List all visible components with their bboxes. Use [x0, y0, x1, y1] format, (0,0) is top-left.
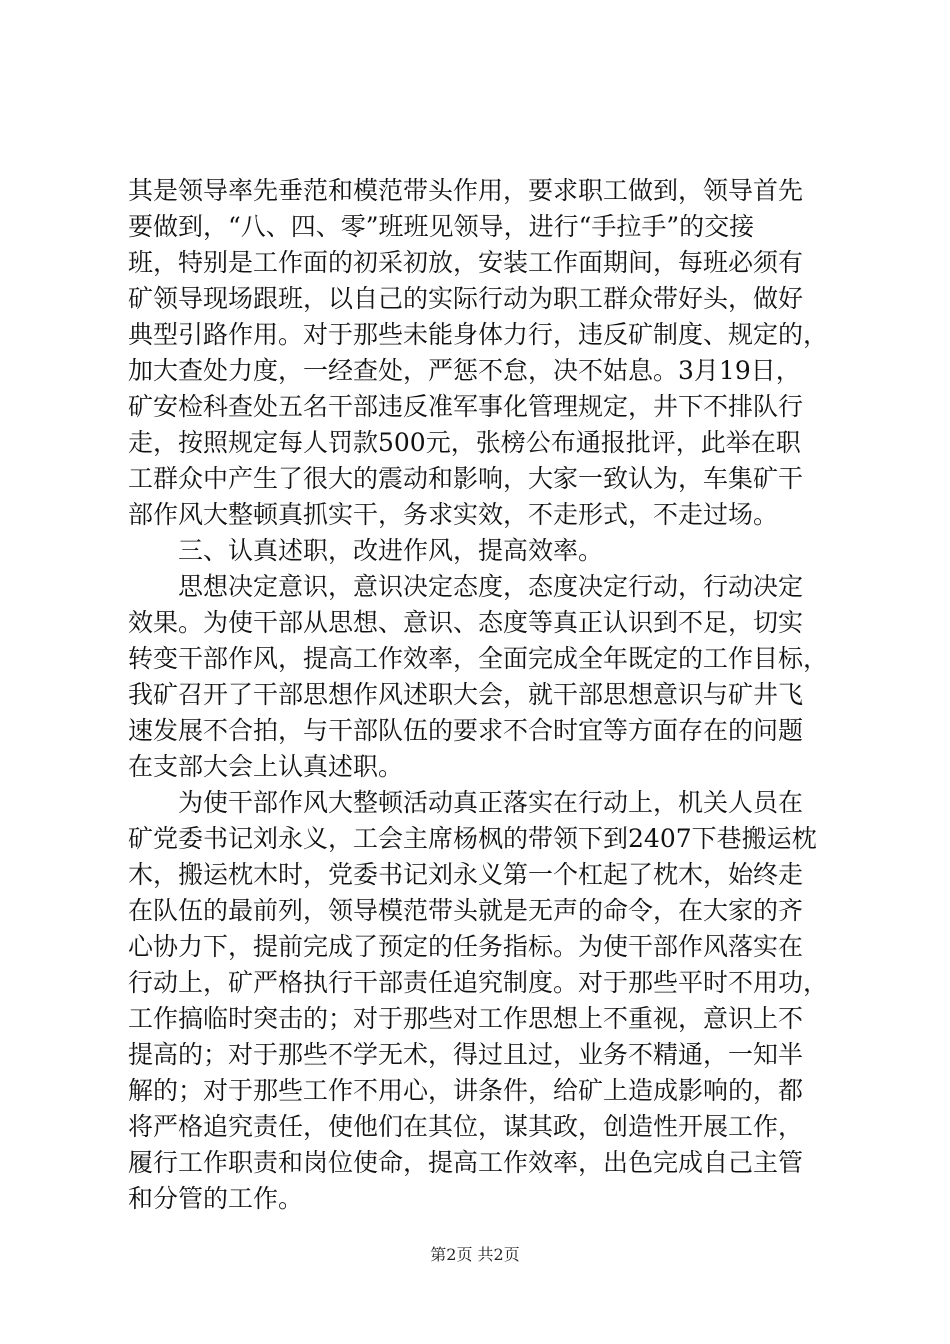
text-line: 典型引路作用。对于那些未能身体力行，违反矿制度、规定的， — [128, 320, 829, 349]
text-line: 加大查处力度，一经查处，严惩不怠，决不姑息。3月19日， — [128, 356, 801, 385]
text-line: 行动上，矿严格执行干部责任追究制度。对于那些平时不用功， — [128, 968, 829, 997]
text-line: 走，按照规定每人罚款500元，张榜公布通报批评，此举在职 — [128, 428, 801, 457]
text-line: 解的；对于那些工作不用心，讲条件，给矿上造成影响的，都 — [128, 1076, 804, 1105]
text-line: 矿安检科查处五名干部违反准军事化管理规定，井下不排队行 — [128, 392, 804, 421]
text-line: 效果。为使干部从思想、意识、态度等真正认识到不足，切实 — [128, 608, 804, 637]
text-line: 木，搬运枕木时，党委书记刘永义第一个杠起了枕木，始终走 — [128, 860, 804, 889]
text-line: 矿领导现场跟班，以自己的实际行动为职工群众带好头，做好 — [128, 284, 804, 313]
text-line: 提高的；对于那些不学无术，得过且过，业务不精通，一知半 — [128, 1040, 804, 1069]
text-line: 为使干部作风大整顿活动真正落实在行动上，机关人员在 — [128, 788, 804, 817]
text-line: 要做到，“八、四、零”班班见领导，进行“手拉手”的交接 — [128, 212, 755, 241]
text-line: 工作搞临时突击的；对于那些对工作思想上不重视，意识上不 — [128, 1004, 804, 1033]
text-line: 和分管的工作。 — [128, 1184, 304, 1213]
text-line: 履行工作职责和岗位使命，提高工作效率，出色完成自己主管 — [128, 1148, 804, 1177]
body-text — [128, 173, 828, 1217]
text-line: 三、认真述职，改进作风，提高效率。 — [128, 536, 604, 565]
text-line: 速发展不合拍，与干部队伍的要求不合时宜等方面存在的问题 — [128, 716, 804, 745]
text-line: 心协力下，提前完成了预定的任务指标。为使干部作风落实在 — [128, 932, 804, 961]
text-line: 班，特别是工作面的初采初放，安装工作面期间，每班必须有 — [128, 248, 804, 277]
text-line: 转变干部作风，提高工作效率，全面完成全年既定的工作目标， — [128, 644, 829, 673]
text-line: 在队伍的最前列，领导模范带头就是无声的命令，在大家的齐 — [128, 896, 804, 925]
text-line: 将严格追究责任，使他们在其位，谋其政，创造性开展工作， — [128, 1112, 804, 1141]
text-line: 部作风大整顿真抓实干，务求实效，不走形式，不走过场。 — [128, 500, 779, 529]
text-line: 其是领导率先垂范和模范带头作用，要求职工做到，领导首先 — [128, 176, 804, 205]
page-footer: 第2页 共2页 — [430, 1245, 520, 1264]
text-line: 我矿召开了干部思想作风述职大会，就干部思想意识与矿井飞 — [128, 680, 804, 709]
text-line: 工群众中产生了很大的震动和影响，大家一致认为，车集矿干 — [128, 464, 804, 493]
text-line: 思想决定意识，意识决定态度，态度决定行动，行动决定 — [128, 572, 804, 601]
text-line: 矿党委书记刘永义，工会主席杨枫的带领下到2407下巷搬运枕 — [128, 824, 817, 853]
text-line: 在支部大会上认真述职。 — [128, 752, 404, 781]
